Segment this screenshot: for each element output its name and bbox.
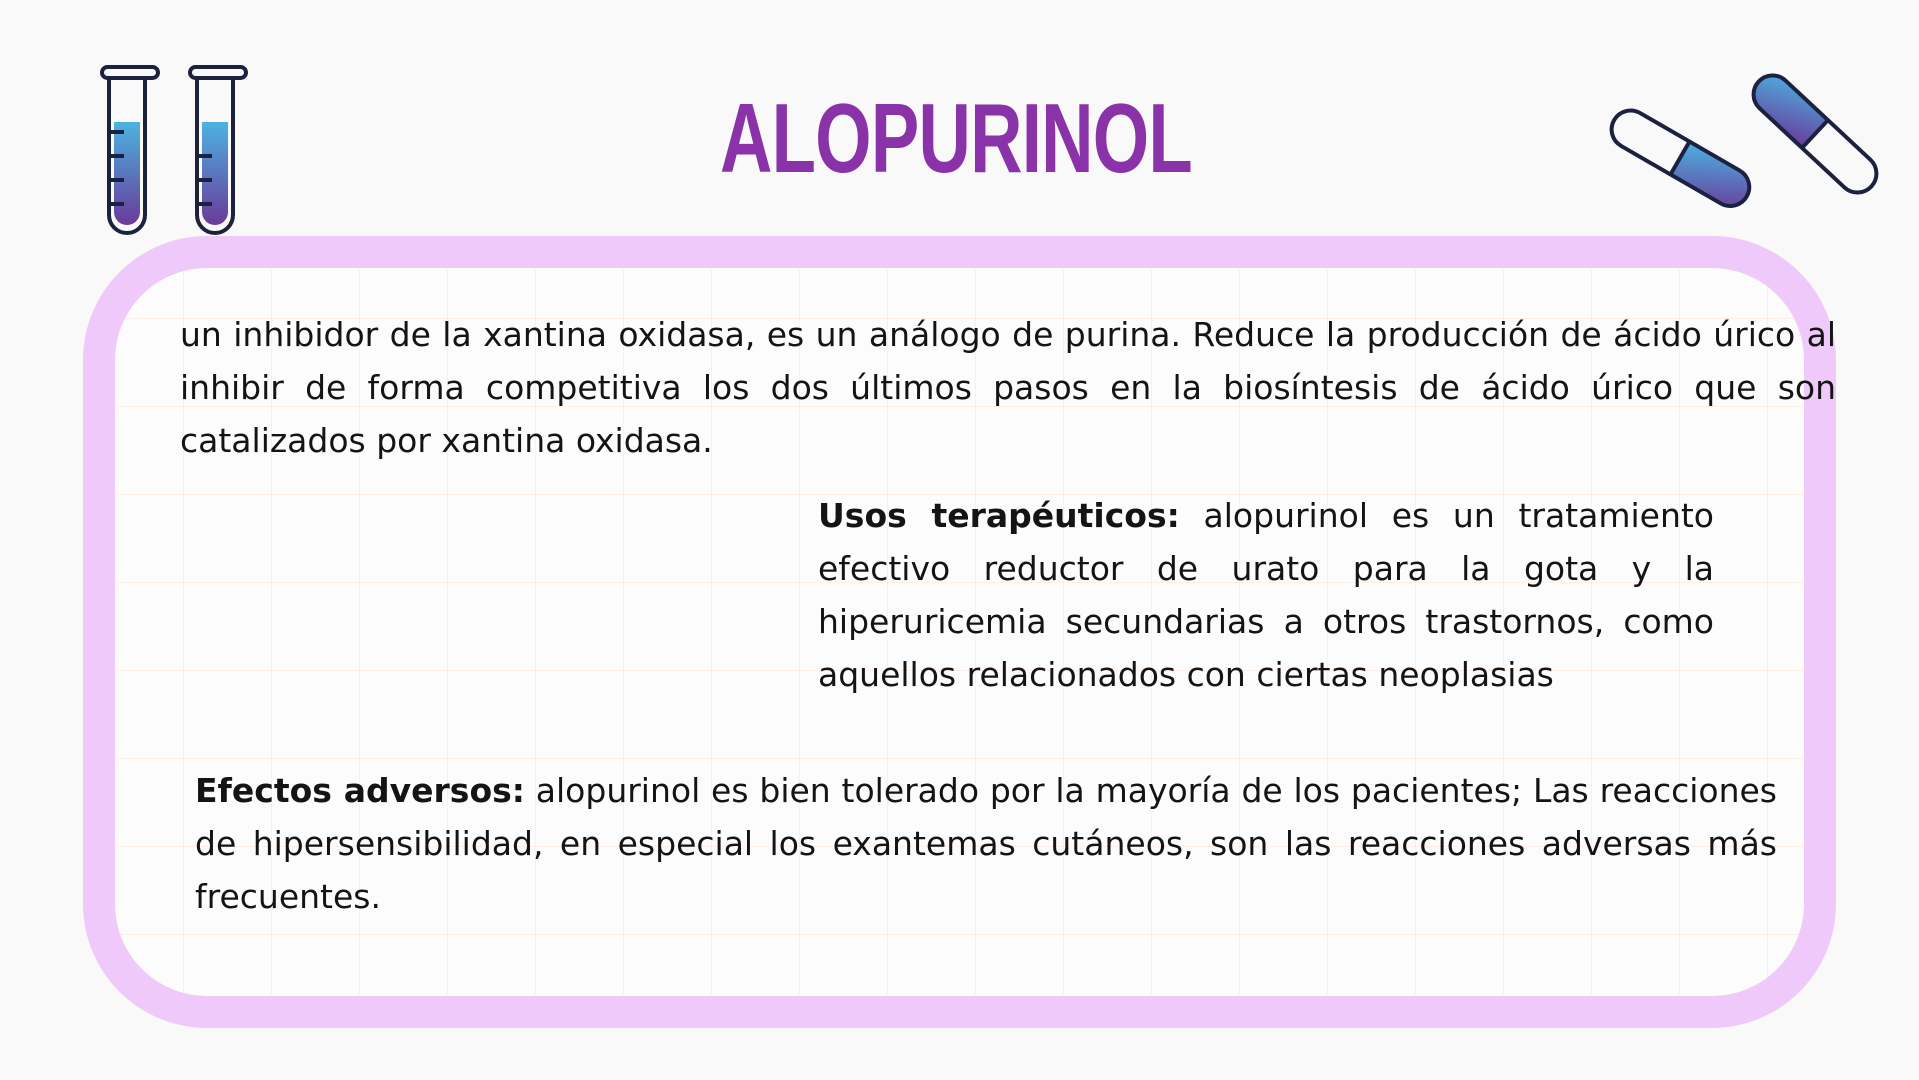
capsule-right-icon <box>1746 70 1880 200</box>
uses-label: Usos terapéuticos: <box>818 496 1180 535</box>
test-tube-left-icon <box>102 67 158 233</box>
intro-paragraph: un inhibidor de la xantina oxidasa, es un análogo de purina. Reduce la producción de ácido úrico al inhibir de forma competitiva los dos últimos pasos en la biosíntesis de ácido úrico que son catalizados por xantina oxidasa. <box>180 315 1836 460</box>
uses-text: alopurinol es un tratamiento efectivo reductor de urato para la gota y la hiperuricemia secundarias a otros trastornos, como aquellos relacionados con ciertas neoplasias <box>818 496 1714 694</box>
page-title: ALOPURINOL <box>719 83 1193 193</box>
test-tubes-icon <box>96 62 266 250</box>
uses-paragraph <box>818 489 1714 701</box>
adverse-effects-paragraph <box>195 764 1777 923</box>
test-tube-right-icon <box>190 67 246 233</box>
adverse-effects-label: Efectos adversos: <box>195 771 525 810</box>
adverse-effects-text: alopurinol es bien tolerado por la mayoría de los pacientes; Las reacciones de hipersensibilidad, en especial los exantemas cutáneos, son las reacciones adversas más frecuentes. <box>195 771 1777 916</box>
